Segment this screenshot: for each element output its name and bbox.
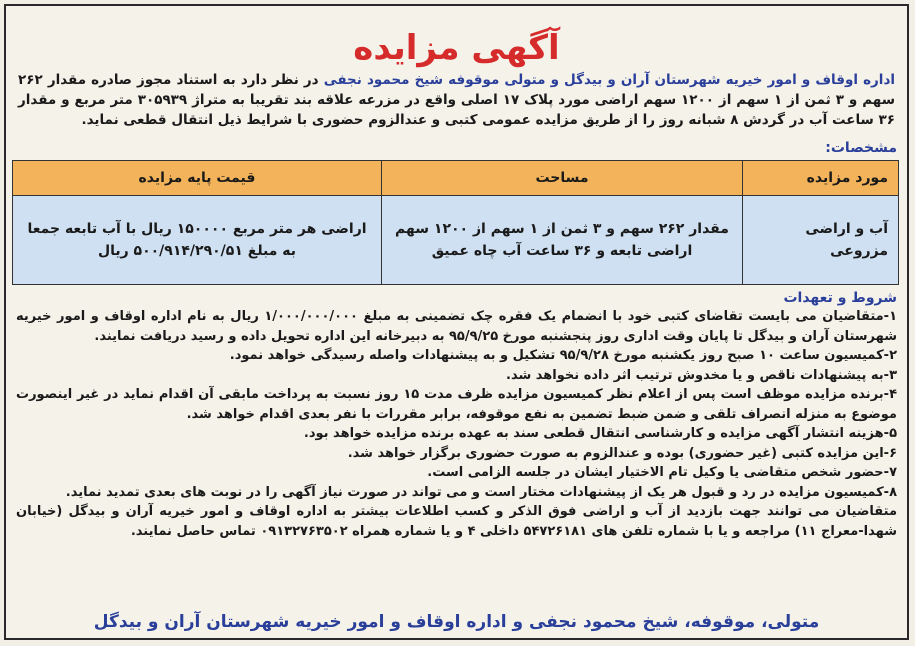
conditions-list xyxy=(16,307,897,502)
header-area: مساحت xyxy=(382,161,743,196)
condition-item: ۳-به پیشنهادات ناقص و یا مخدوش ترتیب اثر داده نخواهد شد. xyxy=(506,367,897,383)
condition-item: ۱-متقاضیان می بایست تقاضای کتبی خود با انضمام یک فقره چک تضمینی به مبلغ ۱/۰۰۰/۰۰۰/۰۰۰ ریال به نام اداره اوقاف و امور خیریه شهرستان آران و بیدگل تا پایان وقت اداری روز پنجشنبه مورخ ۹۵/۹/۲۵ به دبیرخانه این اداره تحویل داده و رسید دریافت نمایند. xyxy=(16,309,898,344)
contact-note: متقاضیان می توانند جهت بازدید از آب و اراضی فوق الذکر و کسب اطلاعات بیشتر به اداره اوقاف و امور خیریه آران و بیدگل (خیابان شهدا-معراج ۱۱) مراجعه و یا با شماره تلفن های ۵۴۷۲۶۱۸۱ داخلی ۴ و یا شماره همراه ۰۹۱۳۲۷۶۳۵۰۲ تماس حاصل نمایند. xyxy=(16,504,897,539)
condition-item: ۶-این مزایده کتبی (غیر حضوری) بوده و عندالزوم به صورت حضوری برگزار خواهد شد. xyxy=(347,445,897,461)
table-row xyxy=(13,196,899,285)
header-item: مورد مزایده xyxy=(743,161,899,196)
table-header-row xyxy=(13,161,899,196)
intro-paragraph xyxy=(6,70,907,138)
specs-label: مشخصات: xyxy=(825,140,897,156)
header-price: قیمت پایه مزایده xyxy=(13,161,382,196)
conditions-heading: شروط و تعهدات xyxy=(783,290,897,306)
intro-text: در نظر دارد به استناد مجوز صادره مقدار ۲۶۲ سهم و ۳ ثمن از ۱ سهم از ۱۲۰۰ سهم اراضی مورد پلاک ۱۷ اصلی واقع در مزرعه علاقه بند تقریبا به متراژ ۳۰۵۹۳۹ متر مربع و مقدار ۳۶ ساعت آب در گردش ۸ شبانه روز را از طریق مزایده عمومی کتبی و عندالزوم حضوری با شرایط ذیل انتقال قطعی نماید. xyxy=(18,72,895,128)
signature-line: متولی، موقوفه، شیخ محمود نجفی و اداره اوقاف و امور خیریه شهرستان آران و بیدگل xyxy=(93,612,820,632)
cell-area: مقدار ۲۶۲ سهم و ۳ ثمن از ۱ سهم از ۱۲۰۰ سهم اراضی تابعه و ۳۶ ساعت آب چاه عمیق xyxy=(382,196,743,285)
auction-notice xyxy=(4,4,909,640)
conditions-section xyxy=(6,285,907,541)
condition-item: ۵-هزینه انتشار آگهی مزایده و کارشناسی انتقال قطعی سند به عهده برنده مزایده خواهد بود. xyxy=(303,426,897,441)
condition-item: ۲-کمیسیون ساعت ۱۰ صبح روز یکشنبه مورخ ۹۵/۹/۲۸ تشکیل و به پیشنهادات واصله رسیدگی خواهد نمود. xyxy=(229,348,897,363)
organization-name: اداره اوقاف و امور خیریه شهرستان آران و بیدگل و متولی موقوفه شیخ محمود نجفی xyxy=(323,72,895,88)
condition-item: ۴-برنده مزایده موظف است پس از اعلام نظر کمیسیون مزایده ظرف مدت ۱۵ روز نسبت به پرداخت مابقی آن اقدام نماید در غیر اینصورت موضوع به منزله انصراف تلقی و ضمن ضبط تضمین به نفع موقوفه، برابر مقررات با نفر بعدی اقدام خواهد شد. xyxy=(16,387,897,422)
condition-item: ۷-حضور شخص متقاضی یا وکیل تام الاختیار ایشان در جلسه الزامی است. xyxy=(427,465,897,480)
notice-title: آگهی مزایده xyxy=(353,28,560,68)
condition-item: ۸-کمیسیون مزایده در رد و قبول هر یک از پیشنهادات مختار است و می تواند در صورت نیاز آگهی را در نوبت های بعدی تمدید نماید. xyxy=(65,484,897,500)
specs-table xyxy=(12,160,899,285)
cell-item: آب و اراضی مزروعی xyxy=(743,196,899,285)
cell-price: اراضی هر متر مربع ۱۵۰۰۰۰ ریال با آب تابعه جمعا به مبلغ ۵۰۰/۹۱۴/۲۹۰/۵۱ ریال xyxy=(13,196,382,285)
